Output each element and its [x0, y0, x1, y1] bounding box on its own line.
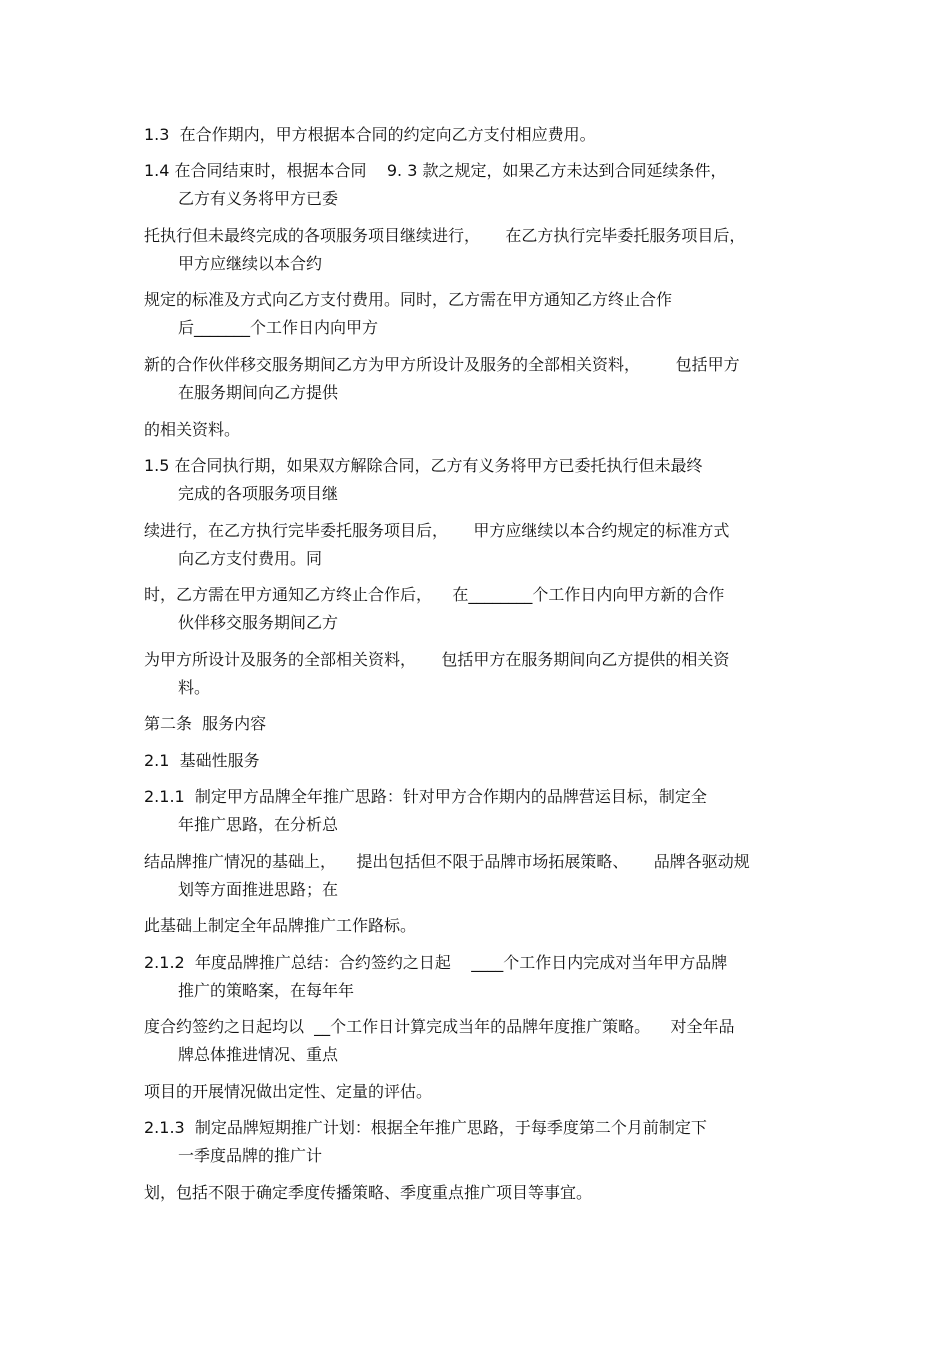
clause-2-1-3-line: 一季度品牌的推广计 — [178, 1146, 323, 1165]
clause-1-5-line: 向乙方支付费用。同 — [178, 549, 323, 568]
clause-1-4-line: 1.4 在合同结束时，根据本合同 9. 3 款之规定，如果乙方未达到合同延续条件， — [144, 161, 727, 180]
clause-2-1-3-line: 2.1.3 制定品牌短期推广计划：根据全年推广思路，于每季度第二个月前制定下 — [144, 1118, 707, 1137]
clause-1-5-line: 料。 — [178, 678, 211, 697]
clause-1-4-line: 后_______个工作日内向甲方 — [178, 318, 379, 337]
clause-2-1-2-line: 项目的开展情况做出定性、定量的评估。 — [144, 1082, 433, 1101]
clause-2-1-2-line: 度合约签约之日起均以 __个工作日计算完成当年的品牌年度推广策略。 对全年品 — [144, 1017, 735, 1036]
clause-1-5-line: 为甲方所设计及服务的全部相关资料， 包括甲方在服务期间向乙方提供的相关资 — [144, 650, 730, 669]
clause-1-4-line: 乙方有义务将甲方已委 — [178, 189, 339, 208]
clause-2-1-1-line: 划等方面推进思路；在 — [178, 880, 339, 899]
clause-2-1-2-line: 2.1.2 年度品牌推广总结：合约签约之日起 ____个工作日内完成对当年甲方品牌 — [144, 953, 728, 972]
clause-1-5-line: 续进行，在乙方执行完毕委托服务项目后， 甲方应继续以本合约规定的标准方式 — [144, 521, 730, 540]
clause-1-4-line: 新的合作伙伴移交服务期间乙方为甲方所设计及服务的全部相关资料， 包括甲方 — [144, 355, 740, 374]
clause-1-4-line: 规定的标准及方式向乙方支付费用。同时，乙方需在甲方通知乙方终止合作 — [144, 290, 673, 309]
clause-1-3: 1.3 在合作期内，甲方根据本合同的约定向乙方支付相应费用。 — [144, 125, 596, 144]
section-2-1-heading: 2.1 基础性服务 — [144, 751, 260, 770]
clause-1-4-line: 在服务期间向乙方提供 — [178, 383, 339, 402]
clause-2-1-1-line: 结品牌推广情况的基础上， 提出包括但不限于品牌市场拓展策略、 品牌各驱动规 — [144, 852, 750, 871]
clause-1-5-line: 完成的各项服务项目继 — [178, 484, 339, 503]
clause-1-5-line: 1.5 在合同执行期，如果双方解除合同，乙方有义务将甲方已委托执行但未最终 — [144, 456, 703, 475]
clause-1-4-line: 托执行但未最终完成的各项服务项目继续进行， 在乙方执行完毕委托服务项目后， — [144, 226, 746, 245]
clause-2-1-1-line: 年推广思路，在分析总 — [178, 815, 339, 834]
clause-1-5-line: 伙伴移交服务期间乙方 — [178, 613, 339, 632]
clause-1-5-line: 时，乙方需在甲方通知乙方终止合作后， 在________个工作日内向甲方新的合作 — [144, 585, 725, 604]
clause-2-1-2-line: 牌总体推进情况、重点 — [178, 1045, 339, 1064]
clause-2-1-1-line: 此基础上制定全年品牌推广工作路标。 — [144, 916, 417, 935]
clause-2-1-2-line: 推广的策略案，在每年年 — [178, 981, 355, 1000]
clause-2-1-1-line: 2.1.1 制定甲方品牌全年推广思路：针对甲方合作期内的品牌营运目标，制定全 — [144, 787, 707, 806]
clause-1-4-line: 的相关资料。 — [144, 420, 241, 439]
clause-1-4-line: 甲方应继续以本合约 — [178, 254, 323, 273]
article-2-heading: 第二条 服务内容 — [144, 714, 267, 733]
clause-2-1-3-line: 划，包括不限于确定季度传播策略、季度重点推广项目等事宜。 — [144, 1183, 593, 1202]
